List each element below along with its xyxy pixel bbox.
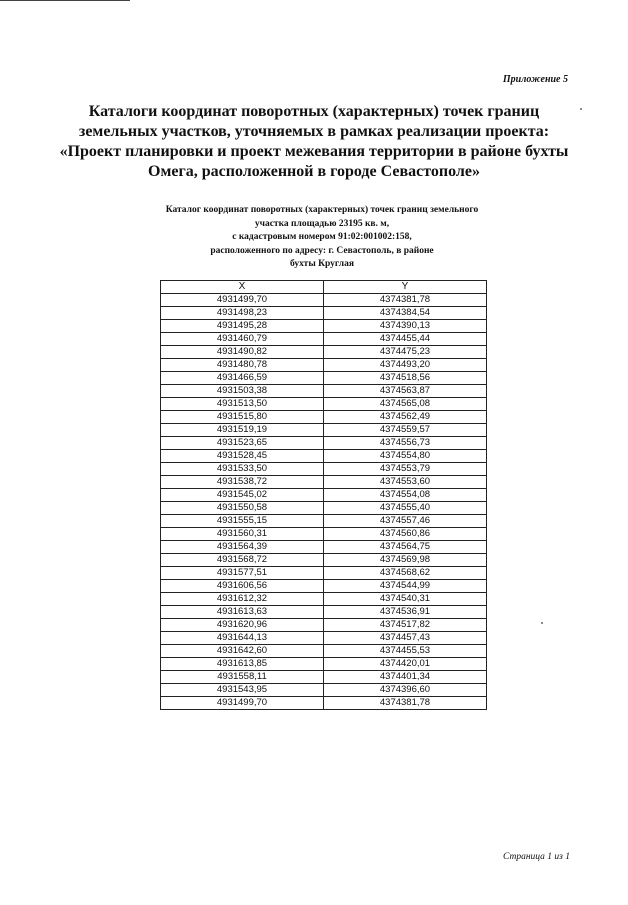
subtitle-line: участка площадью 23195 кв. м, (254, 218, 390, 229)
y-coordinate-cell: 4374493,20 (324, 359, 487, 372)
document-title: Каталоги координат поворотных (характерных) точек границ земельных участков, уточняемых в рамках реализации проекта: «Проект планировки и проект межевания территории в районе бухты Омега, расположенной в городе Севастополе» (59, 103, 569, 180)
scan-speck (580, 108, 582, 110)
y-coordinate-cell: 4374565,08 (324, 398, 487, 411)
x-coordinate-cell: 4931490,82 (161, 346, 324, 359)
x-coordinate-cell: 4931466,59 (161, 372, 324, 385)
x-coordinate-cell: 4931555,15 (161, 515, 324, 528)
y-coordinate-cell: 4374554,80 (324, 450, 487, 463)
y-coordinate-cell: 4374390,13 (324, 320, 487, 333)
table-row (161, 580, 487, 593)
y-coordinate-cell: 4374401,34 (324, 671, 487, 684)
y-coordinate-cell: 4374553,60 (324, 476, 487, 489)
y-coordinate-cell: 4374562,49 (324, 411, 487, 424)
x-coordinate-cell: 4931568,72 (161, 554, 324, 567)
y-coordinate-cell: 4374518,56 (324, 372, 487, 385)
table-row (161, 489, 487, 502)
appendix-label: Приложение 5 (502, 74, 568, 85)
x-coordinate-cell: 4931523,65 (161, 437, 324, 450)
y-coordinate-cell: 4374420,01 (324, 658, 487, 671)
x-coordinate-cell: 4931460,79 (161, 333, 324, 346)
y-coordinate-cell: 4374517,82 (324, 619, 487, 632)
table-row (161, 632, 487, 645)
table-row (161, 476, 487, 489)
y-coordinate-cell: 4374555,40 (324, 502, 487, 515)
subtitle-line: Каталог координат поворотных (характерных) точек границ земельного (165, 205, 479, 215)
page-number: Страница 1 из 1 (503, 852, 570, 862)
y-coordinate-cell: 4374568,62 (324, 567, 487, 580)
x-coordinate-cell: 4931613,63 (161, 606, 324, 619)
table-row (161, 697, 487, 710)
table-row (161, 333, 487, 346)
x-coordinate-cell: 4931558,11 (161, 671, 324, 684)
y-coordinate-cell: 4374536,91 (324, 606, 487, 619)
table-row (161, 619, 487, 632)
table-row (161, 671, 487, 684)
scan-speck (541, 622, 543, 624)
table-header-row (161, 281, 487, 294)
y-coordinate-cell: 4374544,99 (324, 580, 487, 593)
table-row (161, 307, 487, 320)
column-header-x: X (161, 281, 324, 294)
subtitle-line: с кадастровым номером 91:02:001002:158, (232, 232, 412, 242)
y-coordinate-cell: 4374559,57 (324, 424, 487, 437)
scan-edge-line (0, 0, 130, 1)
table-row (161, 502, 487, 515)
x-coordinate-cell: 4931560,31 (161, 528, 324, 541)
y-coordinate-cell: 4374381,78 (324, 697, 487, 710)
y-coordinate-cell: 4374553,79 (324, 463, 487, 476)
x-coordinate-cell: 4931613,85 (161, 658, 324, 671)
table-row (161, 346, 487, 359)
y-coordinate-cell: 4374564,75 (324, 541, 487, 554)
coordinates-table (160, 280, 487, 710)
y-coordinate-cell: 4374455,53 (324, 645, 487, 658)
y-coordinate-cell: 4374556,73 (324, 437, 487, 450)
table-row (161, 528, 487, 541)
table-row (161, 294, 487, 307)
y-coordinate-cell: 4374396,60 (324, 684, 487, 697)
table-row (161, 554, 487, 567)
table-row (161, 515, 487, 528)
x-coordinate-cell: 4931564,39 (161, 541, 324, 554)
x-coordinate-cell: 4931545,02 (161, 489, 324, 502)
y-coordinate-cell: 4374455,44 (324, 333, 487, 346)
table-row (161, 372, 487, 385)
x-coordinate-cell: 4931515,80 (161, 411, 324, 424)
y-coordinate-cell: 4374540,31 (324, 593, 487, 606)
x-coordinate-cell: 4931499,70 (161, 294, 324, 307)
y-coordinate-cell: 4374569,98 (324, 554, 487, 567)
x-coordinate-cell: 4931538,72 (161, 476, 324, 489)
x-coordinate-cell: 4931528,45 (161, 450, 324, 463)
x-coordinate-cell: 4931543,95 (161, 684, 324, 697)
y-coordinate-cell: 4374560,86 (324, 528, 487, 541)
y-coordinate-cell: 4374475,23 (324, 346, 487, 359)
x-coordinate-cell: 4931620,96 (161, 619, 324, 632)
table-row (161, 411, 487, 424)
y-coordinate-cell: 4374457,43 (324, 632, 487, 645)
table-row (161, 450, 487, 463)
table-row (161, 645, 487, 658)
table-row (161, 541, 487, 554)
x-coordinate-cell: 4931606,56 (161, 580, 324, 593)
x-coordinate-cell: 4931533,50 (161, 463, 324, 476)
y-coordinate-cell: 4374563,87 (324, 385, 487, 398)
table-row (161, 437, 487, 450)
x-coordinate-cell: 4931644,13 (161, 632, 324, 645)
x-coordinate-cell: 4931499,70 (161, 697, 324, 710)
y-coordinate-cell: 4374557,46 (324, 515, 487, 528)
table-row (161, 398, 487, 411)
table-body (161, 294, 487, 710)
table-row (161, 606, 487, 619)
subtitle-line: расположенного по адресу: г. Севастополь, в районе (210, 245, 434, 256)
column-header-y: Y (324, 281, 487, 294)
x-coordinate-cell: 4931513,50 (161, 398, 324, 411)
table-row (161, 385, 487, 398)
x-coordinate-cell: 4931577,51 (161, 567, 324, 580)
table-row (161, 684, 487, 697)
x-coordinate-cell: 4931498,23 (161, 307, 324, 320)
x-coordinate-cell: 4931550,58 (161, 502, 324, 515)
table-row (161, 567, 487, 580)
x-coordinate-cell: 4931612,32 (161, 593, 324, 606)
table-row (161, 463, 487, 476)
y-coordinate-cell: 4374384,54 (324, 307, 487, 320)
table-row (161, 424, 487, 437)
y-coordinate-cell: 4374554,08 (324, 489, 487, 502)
subtitle-line: бухты Круглая (290, 259, 354, 269)
x-coordinate-cell: 4931480,78 (161, 359, 324, 372)
y-coordinate-cell: 4374381,78 (324, 294, 487, 307)
x-coordinate-cell: 4931503,38 (161, 385, 324, 398)
x-coordinate-cell: 4931519,19 (161, 424, 324, 437)
table-row (161, 658, 487, 671)
table-row (161, 359, 487, 372)
catalog-subtitle (150, 204, 494, 272)
x-coordinate-cell: 4931642,60 (161, 645, 324, 658)
table-row (161, 320, 487, 333)
x-coordinate-cell: 4931495,28 (161, 320, 324, 333)
table-row (161, 593, 487, 606)
